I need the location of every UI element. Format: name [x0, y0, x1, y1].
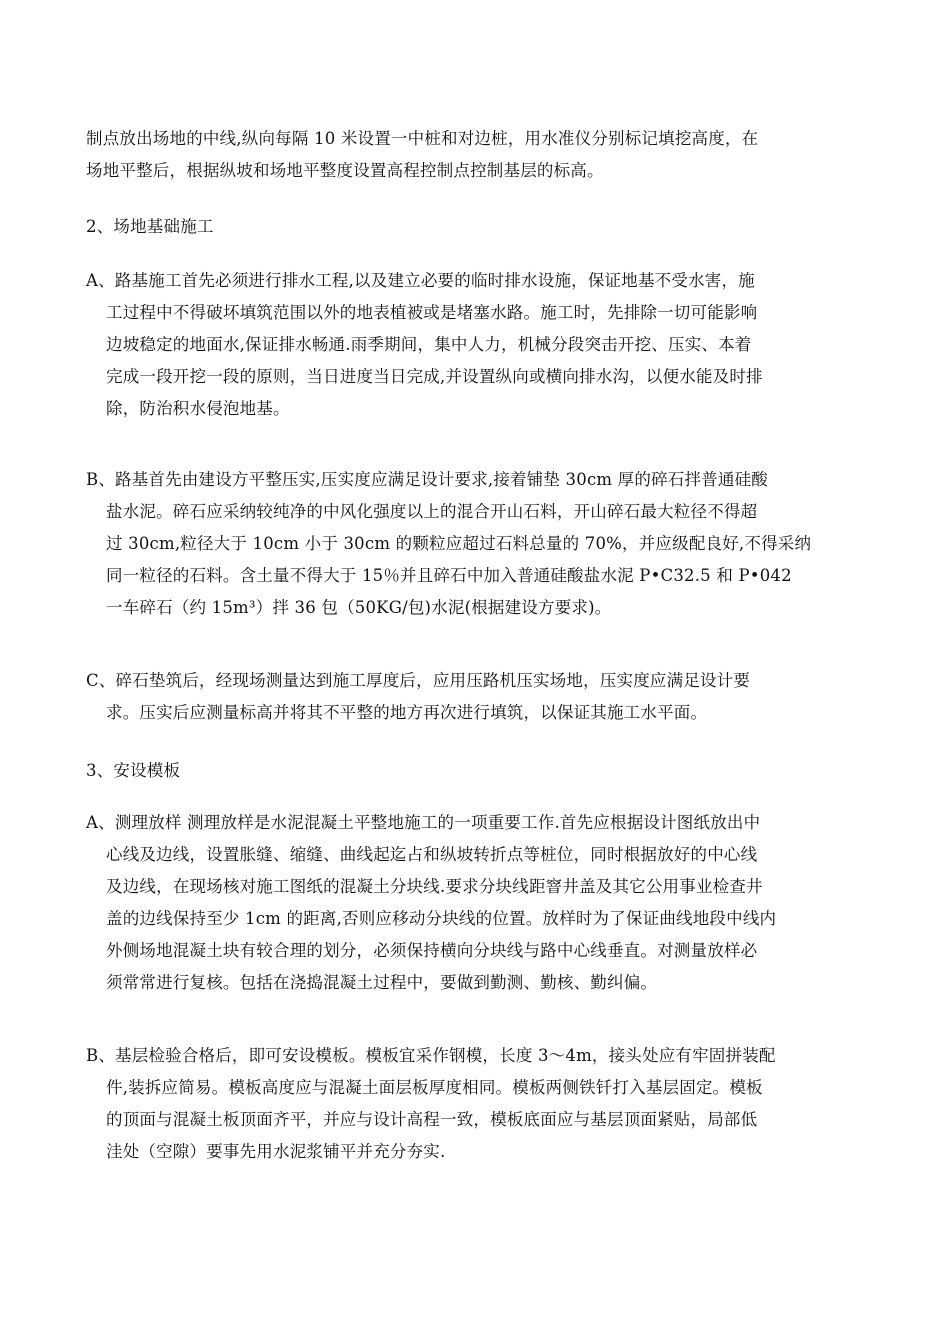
text-line: 件,装拆应简易。模板高度应与混凝土面层板厚度相同。模板两侧铁钎打入基层固定。模板	[106, 1078, 763, 1097]
text-line: 制点放出场地的中线,纵向每隔 10 米设置一中桩和对边桩，用水准仪分别标记填挖高度，在	[86, 129, 759, 148]
text-line: B、基层检验合格后，即可安设模板。模板宜采作钢模，长度 3～4m，接头处应有牢固拼装配	[86, 1046, 776, 1065]
text-line: B、路基首先由建设方平整压实,压实度应满足设计要求,接着铺垫 30cm 厚的碎石拌普通硅酸	[86, 470, 768, 489]
text-line: 除，防治积水侵泡地基。	[106, 399, 290, 418]
text-line: 完成一段开挖一段的原则，当日进度当日完成,并设置纵向或横向排水沟，以便水能及时排	[106, 367, 763, 386]
text-line: C、碎石垫筑后，经现场测量达到施工厚度后，应用压路机压实场地，压实度应满足设计要	[86, 671, 751, 690]
section2-paragraph-a	[86, 265, 866, 425]
text-line: 心线及边线，设置胀缝、缩缝、曲线起迄占和纵坡转折点等桩位，同时根据放好的中心线	[106, 845, 758, 864]
section-heading-3	[86, 755, 866, 787]
text-line: 场地平整后，根据纵坡和场地平整度设置高程控制点控制基层的标高。	[86, 161, 604, 180]
section3-paragraph-a	[86, 807, 866, 999]
heading-text: 3、安设模板	[86, 761, 181, 780]
text-line: 及边线，在现场核对施工图纸的混凝土分块线.要求分块线距窨井盖及其它公用事业检查井	[106, 877, 763, 896]
text-line: 边坡稳定的地面水,保证排水畅通.雨季期间，集中人力，机械分段突击开挖、压实、本着	[106, 335, 752, 354]
intro-paragraph	[86, 123, 866, 187]
text-line: 工过程中不得破坏填筑范围以外的地表植被或是堵塞水路。施工时，先排除一切可能影响	[106, 303, 758, 322]
text-line: 洼处（空隙）要事先用水泥浆铺平并充分夯实.	[106, 1142, 446, 1161]
text-line: 一车碎石（约 15m³）拌 36 包（50KG/包)水泥(根据建设方要求)。	[106, 598, 612, 617]
text-line: A、路基施工首先必须进行排水工程,以及建立必要的临时排水设施，保证地基不受水害，施	[86, 271, 755, 290]
text-line: 盖的边线保持至少 1cm 的距离,否则应移动分块线的位置。放样时为了保证曲线地段中线内	[106, 909, 777, 928]
text-line: 外侧场地混凝土块有较合理的划分，必须保持横向分块线与路中心线垂直。对测量放样必	[106, 941, 758, 960]
text-line: 求。压实后应测量标高并将其不平整的地方再次进行填筑，以保证其施工水平面。	[106, 703, 708, 722]
text-line: 的顶面与混凝土板顶面齐平，并应与设计高程一致，模板底面应与基层顶面紧贴，局部低	[106, 1110, 758, 1129]
text-line: 同一粒径的石料。含土量不得大于 15％并且碎石中加入普通硅酸盐水泥 P•C32.5 和 P•042	[106, 566, 792, 585]
section2-paragraph-c	[86, 665, 866, 729]
section2-paragraph-b	[86, 464, 866, 624]
text-line: 过 30cm,粒径大于 10cm 小于 30cm 的颗粒应超过石料总量的 70%，并应级配良好,不得采纳	[106, 534, 812, 553]
text-line: 须常常进行复核。包括在浇捣混凝土过程中，要做到勤测、勤核、勤纠偏。	[106, 973, 658, 992]
text-line: 盐水泥。碎石应采纳较纯净的中风化强度以上的混合开山石料，开山碎石最大粒径不得超	[106, 502, 758, 521]
section-heading-2	[86, 211, 866, 243]
heading-text: 2、场地基础施工	[86, 217, 214, 236]
section3-paragraph-b	[86, 1040, 866, 1168]
text-line: A、测理放样 测理放样是水泥混凝土平整地施工的一项重要工作.首先应根据设计图纸放出中	[86, 813, 761, 832]
